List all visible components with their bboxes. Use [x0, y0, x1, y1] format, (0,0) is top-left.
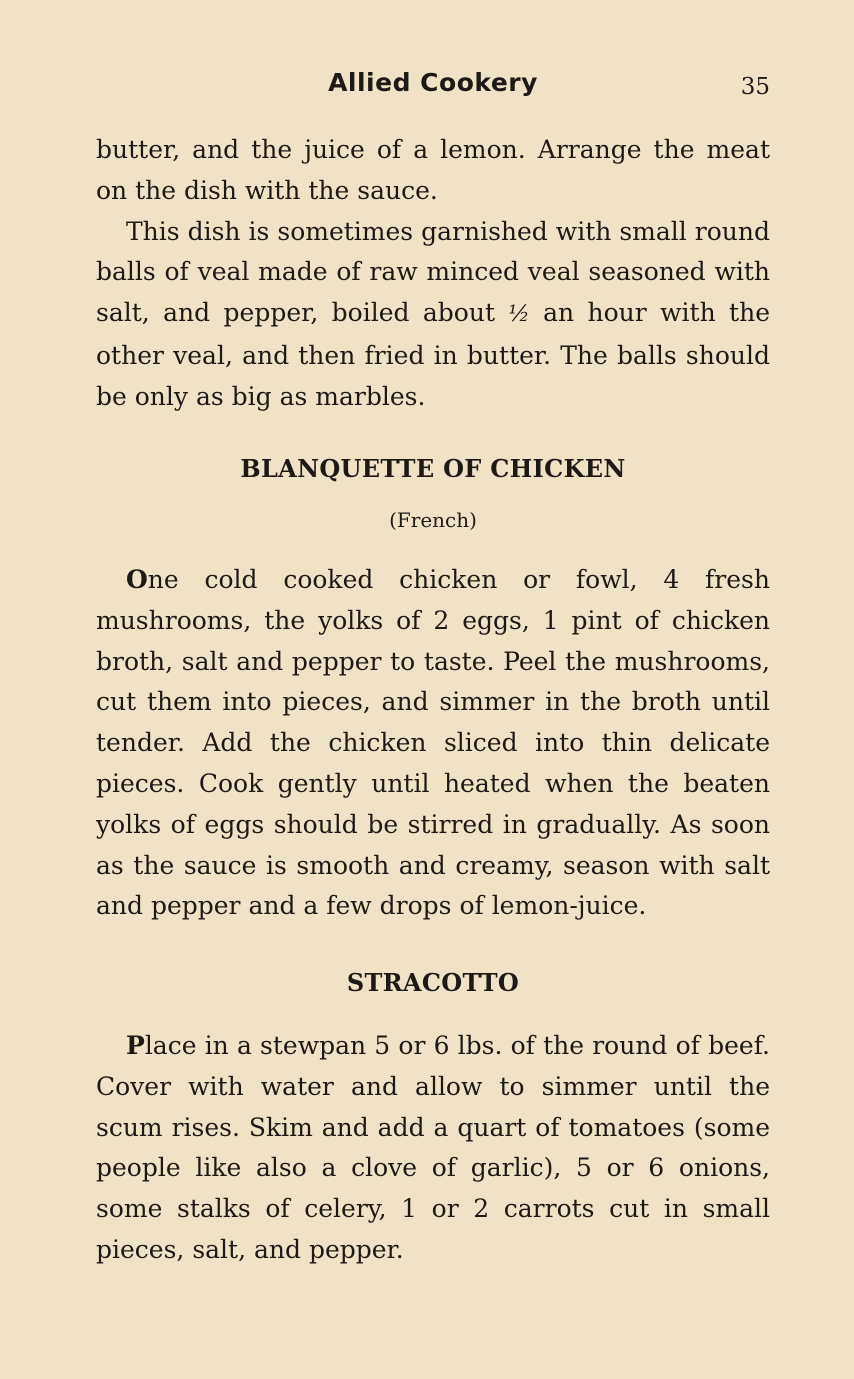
- blanquette-paragraph: [96, 560, 770, 927]
- stracotto-paragraph: [96, 1026, 770, 1271]
- paragraph-2: [96, 212, 770, 418]
- running-title: Allied Cookery: [328, 68, 538, 97]
- continuation-text: [96, 130, 770, 418]
- paragraph-2-start: This dish is sometimes garnished with small round balls of veal made of raw minced veal seasoned with salt, and pepper, boiled about: [96, 216, 770, 328]
- initial-letter-o: O: [126, 565, 148, 594]
- recipe-title-stracotto: STRACOTTO: [346, 968, 520, 997]
- page-number: 35: [740, 74, 770, 100]
- stracotto-body: lace in a stewpan 5 or 6 lbs. of the round of beef. Cover with water and allow to simmer until the scum rises. Skim and add a quart of tomatoes (some people like also a clove of garlic), 5 or 6 onions, some stalks of celery, 1 or 2 carrots cut in small pieces, salt, and pepper.: [96, 1031, 770, 1264]
- recipe-text-blanquette: [96, 560, 770, 927]
- recipe-subtitle-blanquette: (French): [389, 508, 477, 532]
- initial-letter-p: P: [126, 1031, 145, 1060]
- paragraph-2-end: an hour with the other veal, and then fried in butter. The balls should be only as big as marbles.: [96, 298, 771, 411]
- paragraph-1: butter, and the juice of a lemon. Arrange the meat on the dish with the sauce.: [96, 135, 770, 205]
- running-head: [96, 68, 770, 108]
- blanquette-body: ne cold cooked chicken or fowl, 4 fresh mushrooms, the yolks of 2 eggs, 1 pint of chicken broth, salt and pepper to taste. Peel the mushrooms, cut them into pieces, and simmer in the broth until tender. Add the chicken sliced into thin delicate pieces. Cook gently until heated when the beaten yolks of eggs should be stirred in gradually. As soon as the sauce is smooth and creamy, season with salt and pepper and a few drops of lemon-juice.: [96, 565, 770, 921]
- recipe-title-blanquette: BLANQUETTE OF CHICKEN: [240, 454, 626, 483]
- recipe-text-stracotto: [96, 1026, 770, 1271]
- half-fraction: ½: [508, 302, 530, 328]
